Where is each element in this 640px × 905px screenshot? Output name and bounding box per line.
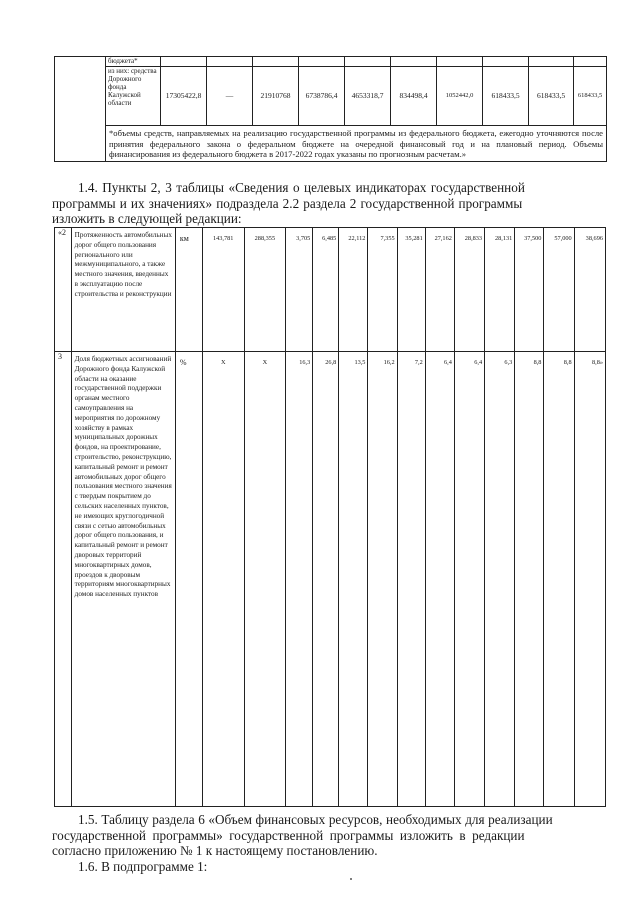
indicator-value: 8,8 — [515, 352, 544, 807]
indicator-value: 16,2 — [368, 352, 397, 807]
paragraph-1-5 — [52, 812, 604, 859]
blank-cell — [55, 57, 106, 162]
value-cell: 17305422,8 — [161, 67, 207, 126]
indicator-value: 16,3 — [286, 352, 313, 807]
indicator-value: Х — [202, 352, 244, 807]
indicator-value: 6,4 — [425, 352, 454, 807]
paragraph-line: программы и их значениях» подраздела 2.2 раздела 2 государственной программы — [52, 195, 523, 211]
federal-budget-note: *объемы средств, направляемых на реализацию государственной программы из федерального бюджета, ежегодно уточняются после принятия федерального закона о федеральном бюджете на очередной финансовый год и на плановый период. Объемы финансирования из федерального бюджета в 2017-2022 годах указаны по прогнозным расчетам.» — [106, 126, 607, 162]
indicator-value: 35,281 — [397, 228, 425, 352]
indicator-value: 38,696 — [574, 228, 605, 352]
paragraph-line: 1.6. В подпрограмме 1: — [78, 859, 208, 874]
indicator-value: 26,8 — [313, 352, 339, 807]
indicator-value: 6,3 — [485, 352, 515, 807]
paragraph-line: согласно приложению № 1 к настоящему постановлению. — [52, 843, 378, 858]
financing-table-fragment — [54, 56, 607, 162]
paragraph-line: 1.5. Таблицу раздела 6 «Объем финансовых ресурсов, необходимых для реализации — [78, 812, 553, 827]
value-cell: 21910768 — [253, 67, 299, 126]
paragraph-line: 1.4. Пункты 2, 3 таблицы «Сведения о целевых индикаторах государственной — [78, 180, 525, 195]
indicator-value: 7,2 — [397, 352, 425, 807]
value-cell: — — [207, 67, 253, 126]
indicator-value: 3,705 — [286, 228, 313, 352]
scan-speck — [350, 878, 352, 880]
indicator-value: 143,781 — [202, 228, 244, 352]
indicator-value: 8,8» — [574, 352, 605, 807]
indicator-value: 13,5 — [339, 352, 368, 807]
indicator-value: 27,162 — [425, 228, 454, 352]
paragraph-1-4 — [52, 180, 604, 227]
indicator-value: 57,000 — [544, 228, 574, 352]
row-number: 3 — [55, 352, 72, 807]
indicator-value: 8,8 — [544, 352, 574, 807]
indicator-name: Протяженность автомобильных дорог общего пользования регионального или межмуниципального, а также местного значения, введенных в эксплуатацию после строительства и реконструкции — [71, 228, 175, 352]
indicator-value: 6,4 — [454, 352, 484, 807]
value-cell: 6738786,4 — [299, 67, 345, 126]
value-cell: 618433,5 — [483, 67, 529, 126]
unit: % — [175, 352, 202, 807]
indicator-row — [55, 352, 606, 807]
value-cell: 618433,5 — [529, 67, 574, 126]
indicator-value: 28,131 — [485, 228, 515, 352]
unit: км — [175, 228, 202, 352]
indicator-value: 288,355 — [244, 228, 286, 352]
indicator-value: 6,485 — [313, 228, 339, 352]
indicator-value: Х — [244, 352, 286, 807]
paragraph-1-6 — [52, 859, 604, 875]
indicator-row — [55, 228, 606, 352]
value-cell: 4653318,7 — [345, 67, 391, 126]
paragraph-line: государственной программы» государственной программы изложить в редакции — [52, 827, 525, 843]
row-number: «2 — [55, 228, 72, 352]
value-cell: 1052442,0 — [437, 67, 483, 126]
indicator-value: 28,833 — [454, 228, 484, 352]
paragraph-line: изложить в следующей редакции: — [52, 211, 242, 226]
value-cell: 618433,5 — [574, 67, 607, 126]
indicators-table — [54, 227, 606, 807]
indicator-value: 22,112 — [339, 228, 368, 352]
indicator-value: 7,355 — [368, 228, 397, 352]
indicator-value: 37,500 — [515, 228, 544, 352]
value-cell: 834498,4 — [391, 67, 437, 126]
indicator-name: Доля бюджетных ассигнований Дорожного фонда Калужской области на оказание государственной поддержки органам местного самоуправления на мероприятия по дорожному хозяйству в рамках муниципальных дорожных фондов, на проектирование, строительство, реконструкцию, капитальный ремонт и ремонт автомобильных дорог общего пользования местного значения с твердым покрытием до сельских населенных пунктов, не имеющих круглогодичной связи с сетью автомобильных дорог общего пользования, и капитальный ремонт и ремонт дворовых территорий многоквартирных домов, проездов к дворовым территориям многоквартирных домов населенных пунктов — [71, 352, 175, 807]
prev-row-label: бюджета* — [106, 57, 161, 67]
row-label: из них: средства Дорожного фонда Калужской области — [106, 67, 161, 126]
